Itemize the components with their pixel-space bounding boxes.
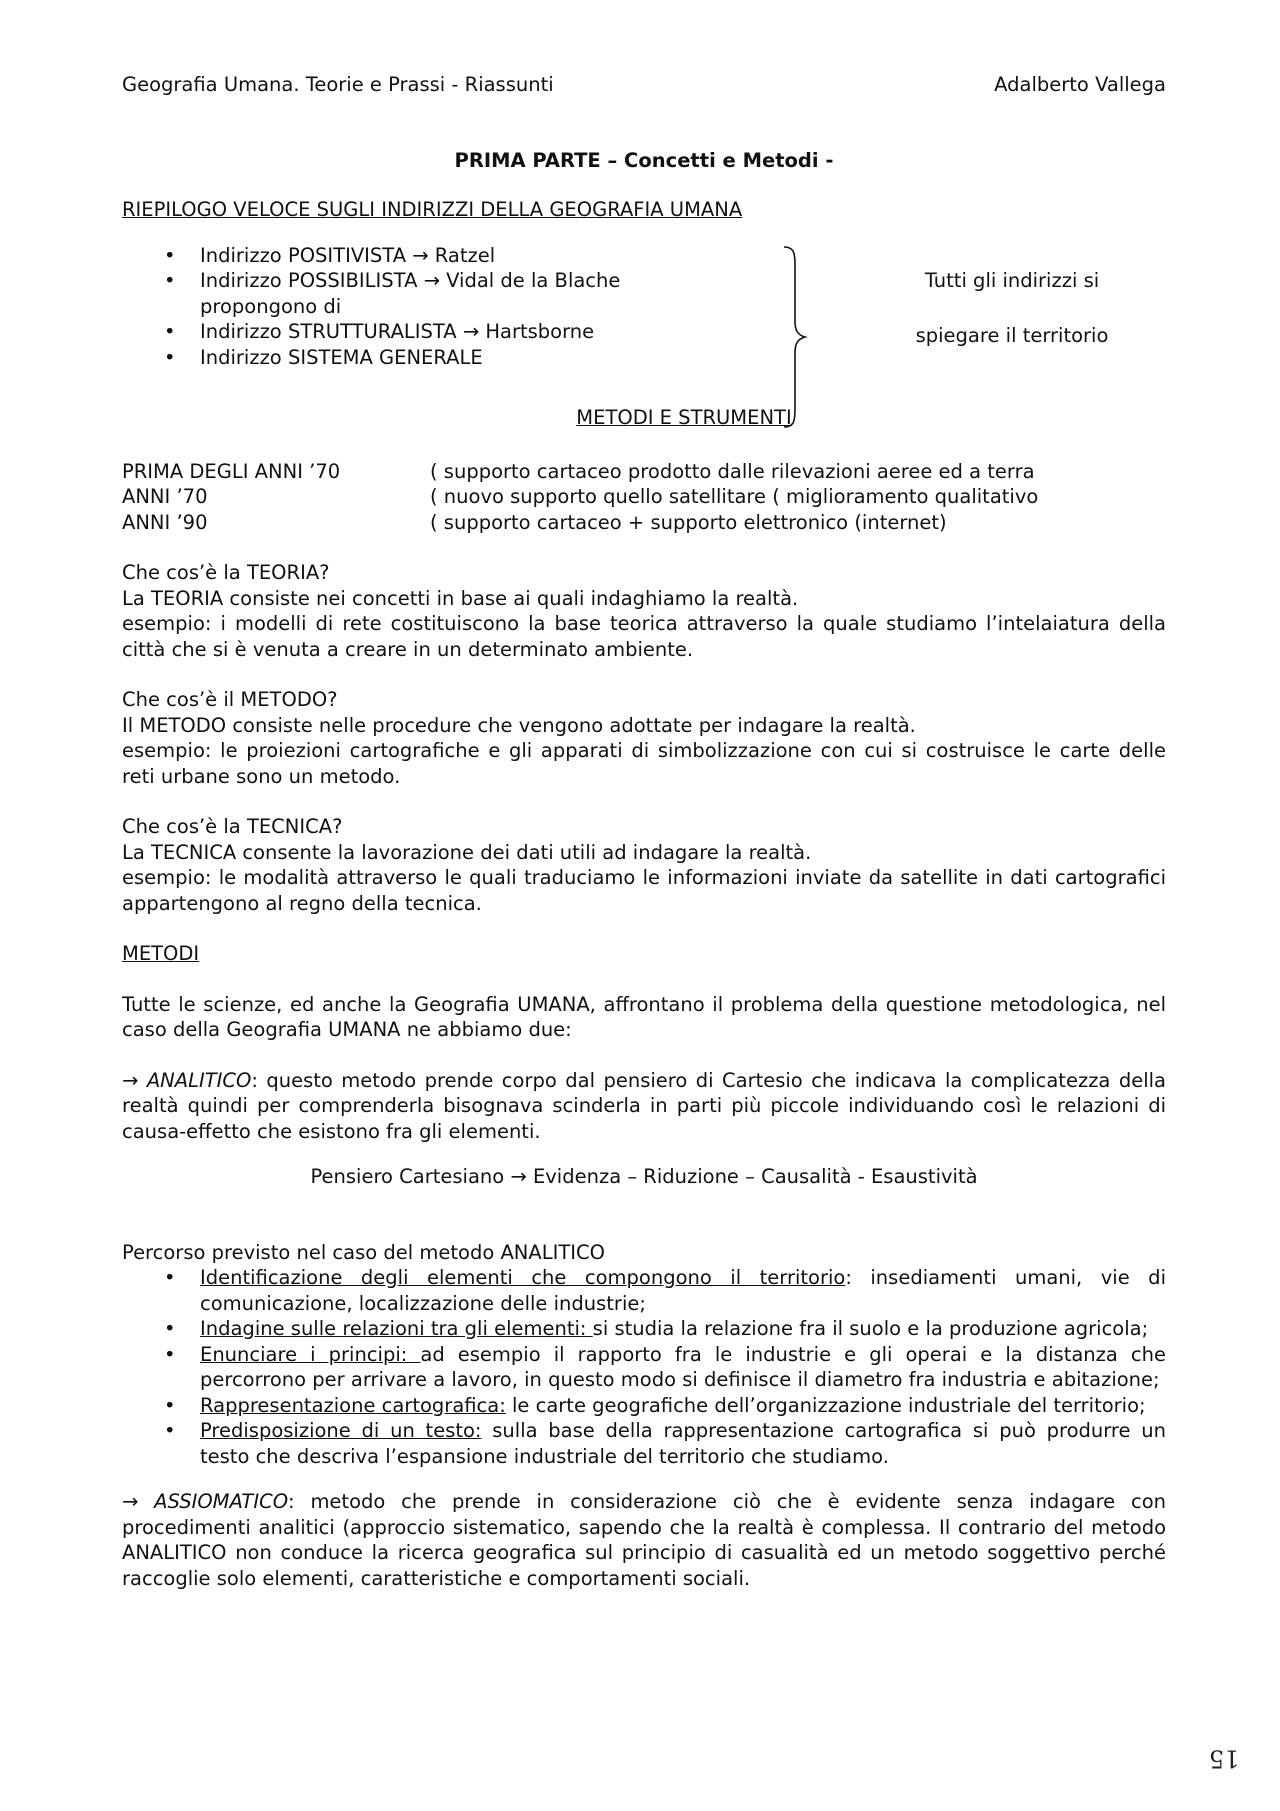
metodi-strumenti-heading-wrap <box>122 405 1166 431</box>
period-row <box>122 510 1166 536</box>
percorso-intro: Percorso previsto nel caso del metodo ANALITICO <box>122 1240 605 1264</box>
list-item-label: Identificazione degli elementi che compongono il territorio <box>200 1266 846 1289</box>
indirizzi-block <box>122 243 1166 455</box>
period-desc: ( nuovo supporto quello satellitare ( miglioramento qualitativo <box>430 485 1039 508</box>
analitico-text: : questo metodo prende corpo dal pensiero di Cartesio che indicava la complicatezza della realtà quindi per comprenderla bisognava scinderla in parti più piccole individuando così le relazioni di causa-effetto che esistono fra gli elementi. <box>122 1068 1166 1143</box>
list-item <box>122 1393 1166 1419</box>
list-item-text: le carte geografiche dell’organizzazione industriale del territorio; <box>505 1393 1146 1417</box>
arrow-right-icon: → <box>122 1490 139 1513</box>
period-desc: ( supporto cartaceo + supporto elettronico (internet) <box>430 510 947 534</box>
brace-note-line1: Tutti gli indirizzi si <box>924 268 1100 292</box>
periods-table <box>122 459 1166 536</box>
period-label: PRIMA DEGLI ANNI ’70 <box>122 459 341 483</box>
page-number: 15 <box>1209 1744 1240 1773</box>
period-label: ANNI ’70 <box>122 485 208 508</box>
header-author: Adalberto Vallega <box>994 73 1166 96</box>
curly-brace-icon <box>782 245 808 429</box>
arrow-right-icon: → <box>122 1068 139 1092</box>
page <box>122 72 1166 1591</box>
indirizzo-strutturalista: • Indirizzo STRUTTURALISTA → Hartsborne <box>122 319 682 345</box>
teoria-definition: La TEORIA consiste nei concetti in base ai quali indaghiamo la realtà. <box>122 586 799 610</box>
list-item-label: Rappresentazione cartografica: <box>200 1393 506 1417</box>
list-item <box>122 1418 1166 1469</box>
period-desc: ( supporto cartaceo prodotto dalle rilevazioni aeree ed a terra <box>430 459 1035 483</box>
percorso-list <box>122 1265 1166 1469</box>
teoria-question: Che cos’è la TEORIA? <box>122 561 330 584</box>
list-item <box>122 1316 1166 1342</box>
list-item <box>122 1265 1166 1316</box>
assiomatico-text: : metodo che prende in considerazione ciò che è evidente senza indagare con procedimenti analitici (approccio sistematico, sapendo che la realtà è complessa. Il contrario del metodo ANALITICO non conduce la ricerca geografica sul principio di casualità ed un metodo soggettivo perché raccoglie solo elementi, caratteristiche e comportamenti sociali. <box>122 1490 1166 1590</box>
assiomatico-paragraph <box>122 1489 1166 1591</box>
analitico-paragraph <box>122 1068 1166 1145</box>
list-item-label: Indagine sulle relazioni tra gli elementi: <box>200 1317 593 1340</box>
period-label: ANNI ’90 <box>122 510 208 534</box>
section-title: PRIMA PARTE – Concetti e Metodi - <box>454 148 834 172</box>
metodo-question: Che cos’è il METODO? <box>122 688 338 711</box>
list-item-text: ad esempio il rapporto fra le industrie e gli operai e la distanza che percorrono per arrivare a lavoro, in questo modo si definisce il diametro fra industria e abitazione; <box>200 1342 1166 1391</box>
metodi-heading: METODI <box>122 942 200 965</box>
tecnica-question: Che cos’è la TECNICA? <box>122 815 343 838</box>
list-item <box>122 1342 1166 1393</box>
page-header <box>122 72 1166 98</box>
list-item-text: si studia la relazione fra il suolo e la produzione agricola; <box>592 1317 1149 1340</box>
teoria-example: esempio: i modelli di rete costituiscono la base teorica attraverso la quale studiamo l’intelaiatura della città che si è venuta a creare in un determinato ambiente. <box>122 612 1166 661</box>
indirizzo-sistema-generale: • Indirizzo SISTEMA GENERALE <box>122 345 682 371</box>
riepilogo-heading: RIEPILOGO VELOCE SUGLI INDIRIZZI DELLA GEOGRAFIA UMANA <box>122 198 743 221</box>
indirizzo-positivista: • Indirizzo POSITIVISTA → Ratzel <box>122 243 682 269</box>
list-item-text: sulla base della rappresentazione cartografica si può produrre un testo che descriva l’espansione industriale del territorio che studiamo. <box>200 1419 1166 1468</box>
period-row <box>122 459 1166 485</box>
period-row <box>122 484 1166 510</box>
metodi-strumenti-heading: METODI E STRUMENTI <box>576 405 792 429</box>
pensiero-cartesiano: Pensiero Cartesiano → Evidenza – Riduzione – Causalità - Esaustività <box>310 1165 978 1188</box>
header-left-title: Geografia Umana. Teorie e Prassi - Riassunti <box>122 73 554 96</box>
tecnica-example: esempio: le modalità attraverso le quali traduciamo le informazioni inviate da satellite in dati cartografici appartengono al regno della tecnica. <box>122 866 1166 915</box>
tecnica-definition: La TECNICA consente la lavorazione dei dati utili ad indagare la realtà. <box>122 840 812 864</box>
metodo-definition: Il METODO consiste nelle procedure che vengono adottate per indagare la realtà. <box>122 713 916 737</box>
list-item-label: Predisposizione di un testo: <box>200 1419 482 1442</box>
brace-note-line2: spiegare il territorio <box>915 323 1109 347</box>
indirizzo-possibilista: • Indirizzo POSSIBILISTA → Vidal de la Blache <box>122 268 682 294</box>
metodi-intro: Tutte le scienze, ed anche la Geografia UMANA, affrontano il problema della questione metodologica, nel caso della Geografia UMANA ne abbiamo due: <box>122 992 1166 1041</box>
list-item-text: : insediamenti umani, vie di comunicazione, localizzazione delle industrie; <box>200 1266 1166 1315</box>
indirizzo-continuation: propongono di <box>200 294 342 318</box>
analitico-label: ANALITICO <box>146 1068 252 1092</box>
indirizzi-list <box>122 243 682 371</box>
list-item-label: Enunciare i principi: <box>200 1342 421 1366</box>
assiomatico-label: ASSIOMATICO <box>154 1490 289 1513</box>
metodo-example: esempio: le proiezioni cartografiche e gli apparati di simbolizzazione con cui si costruisce le carte delle reti urbane sono un metodo. <box>122 739 1166 788</box>
